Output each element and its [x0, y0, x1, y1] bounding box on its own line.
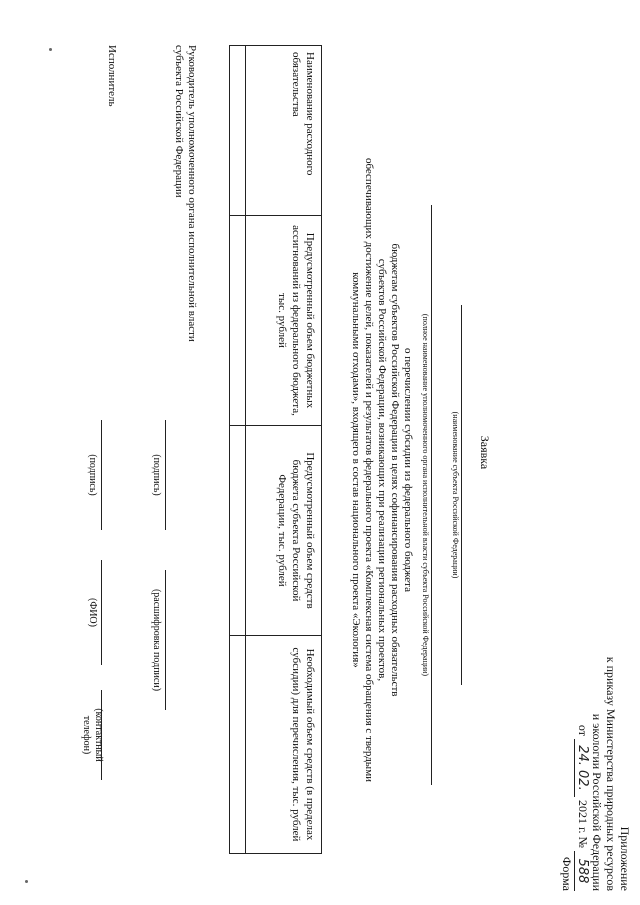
appendix-header: [574, 591, 632, 891]
handwritten-date: 24. 02.: [574, 739, 589, 797]
head-title-line1: Руководитель уполномоченного органа исполнительной власти: [186, 45, 198, 342]
date-year: 2021 г. №: [576, 799, 590, 848]
executor-signature-hint: (подпись): [87, 454, 98, 496]
scan-artifact-dot: [25, 880, 28, 883]
subject-name-line: [461, 305, 462, 685]
table-cell[interactable]: [230, 216, 246, 426]
head-transcript-hint: (расшифровка подписи): [151, 588, 162, 692]
table-cell[interactable]: [230, 636, 246, 854]
phone-hint-line2: телефон): [81, 715, 92, 755]
subject-line: субъектов Российской Федерации, возникающих при реализации региональных проектов,: [376, 258, 388, 682]
table-cell[interactable]: [230, 46, 246, 216]
subsidy-table: [229, 45, 322, 854]
table-header-row: [246, 46, 322, 854]
form-label: Форма: [560, 856, 574, 891]
subject-line: бюджетам субъектов Российской Федерации в целях софинансирования расходных обязательств: [389, 243, 401, 697]
executor-label: Исполнитель: [106, 45, 118, 107]
head-title-line2: субъекта Российской Федерации: [173, 45, 185, 198]
table-cell[interactable]: [230, 426, 246, 636]
page-title: Заявка: [478, 435, 492, 470]
table-row: [230, 46, 246, 854]
appendix-title: Приложение: [618, 826, 632, 891]
date-prefix: от: [576, 724, 590, 736]
executor-fio-line: [101, 560, 102, 665]
request-subject-text: [349, 60, 414, 880]
header-cell-federal-budget: Предусмотренный объем бюджетных ассигнований из федерального бюджета, тыс. рублей: [246, 216, 322, 426]
appendix-date-line: [574, 591, 590, 891]
appendix-ministry-line: и экологии Российской Федерации: [590, 713, 604, 891]
subject-line: коммунальными отходами», входящего в состав национального проекта «Экология»: [350, 272, 362, 668]
subject-line: о перечислении субсидии из федерального бюджета: [402, 348, 414, 592]
head-signature-label: [172, 45, 198, 342]
authority-name-line: [431, 205, 432, 785]
subject-name-hint: (наименование субъекта Российской Федерации): [451, 411, 460, 579]
subject-line: обеспечивающих достижение целей, показателей и результатов федерального проекта «Комплексная система обращения с твердыми: [363, 157, 375, 783]
executor-signature-line: [101, 420, 102, 530]
head-signature-hint: (подпись): [151, 454, 162, 496]
handwritten-order-number: 588: [574, 851, 589, 891]
scan-artifact-dot: [49, 48, 52, 51]
executor-fio-hint: (ФИО): [87, 597, 98, 627]
header-cell-regional-budget: Предусмотренный объем средств бюджета субъекта Российской Федерации, тыс. рублей: [246, 426, 322, 636]
header-cell-required-amount: Необходимый объем средств (в пределах субсидии) для перечисления, тыс. рублей: [246, 636, 322, 854]
authority-name-hint: (полное наименование уполномоченного органа исполнительной власти субъекта Российской Федерации): [421, 313, 430, 677]
head-transcript-line: [165, 570, 166, 710]
phone-hint-line1: (контактный: [93, 708, 104, 762]
appendix-order-line: к приказу Министерства природных ресурсов: [604, 656, 618, 891]
header-cell-obligation: Наименование расходного обязательства: [246, 46, 322, 216]
head-signature-line: [165, 420, 166, 530]
executor-phone-hint: [80, 690, 104, 780]
